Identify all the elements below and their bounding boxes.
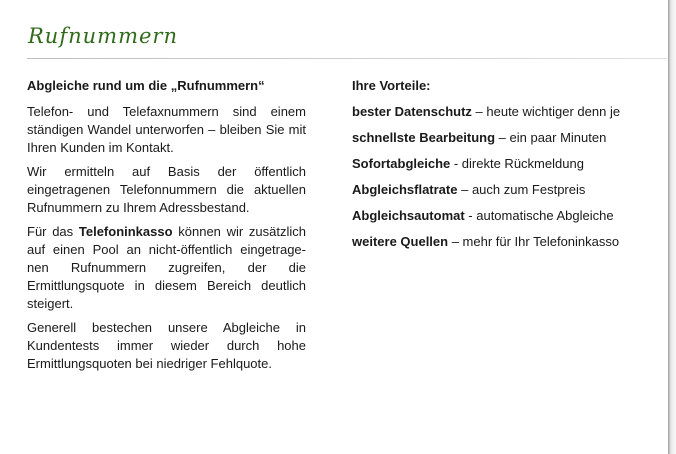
advantages-column [352, 77, 657, 259]
advantages-heading: Ihre Vorteile: [352, 78, 431, 93]
window-edge [668, 0, 676, 454]
intro-paragraph-4: Generell bestechen unsere Abgleiche in Kundentests immer wieder durch hohe Ermittlungsquoten bei niedriger Fehlquote. [27, 320, 306, 371]
advantage-title: schnellste Bearbeitung [352, 130, 496, 145]
intro-heading: Abgleiche rund um die „Rufnummern“ [27, 78, 265, 93]
advantage-title: Sofortabgleiche [352, 156, 451, 171]
advantage-title: weitere Quellen [352, 234, 449, 249]
advantage-text: – heute wichtiger denn je [471, 104, 621, 119]
title-divider [27, 58, 667, 59]
advantage-item [352, 103, 657, 129]
intro-paragraph-1: Telefon- und Telefaxnummern sind einem ständigen Wandel unterworfen – bleiben Sie mit Ihren Kunden im Kontakt. [27, 104, 306, 155]
advantage-text: – mehr für Ihr Telefoninkasso [448, 234, 620, 249]
advantage-text: - automatische Abgleiche [464, 208, 614, 223]
intro-paragraph-2: Wir ermitteln auf Basis der öffentlich eingetragenen Telefonnummern die aktuellen Rufnummern zu Ihrem Adressbestand. [27, 164, 306, 215]
telefoninkasso-highlight: Telefoninkasso [78, 224, 173, 239]
advantage-text: – auch zum Festpreis [457, 182, 586, 197]
advantage-item [352, 181, 657, 207]
advantage-item [352, 207, 657, 233]
advantage-item [352, 233, 657, 259]
paragraph-3-end: können wir zusätzlich auf einen Pool an nicht-öffentlich eingetrage-nen Rufnummern zugreifen, der die Ermittlungsquote in diesem Bereich deutlich steigert. [27, 224, 307, 311]
advantage-title: bester Datenschutz [352, 104, 472, 119]
advantage-text: - direkte Rückmeldung [450, 156, 584, 171]
advantage-item [352, 155, 657, 181]
advantage-title: Abgleichsautomat [352, 208, 465, 223]
advantage-text: – ein paar Minuten [495, 130, 607, 145]
page-title: Rufnummern [28, 24, 178, 48]
intro-paragraph-3 [27, 223, 306, 313]
intro-column [27, 77, 306, 379]
advantage-title: Abgleichsflatrate [352, 182, 458, 197]
advantage-item [352, 129, 657, 155]
paragraph-3-start: Für das [27, 224, 79, 239]
